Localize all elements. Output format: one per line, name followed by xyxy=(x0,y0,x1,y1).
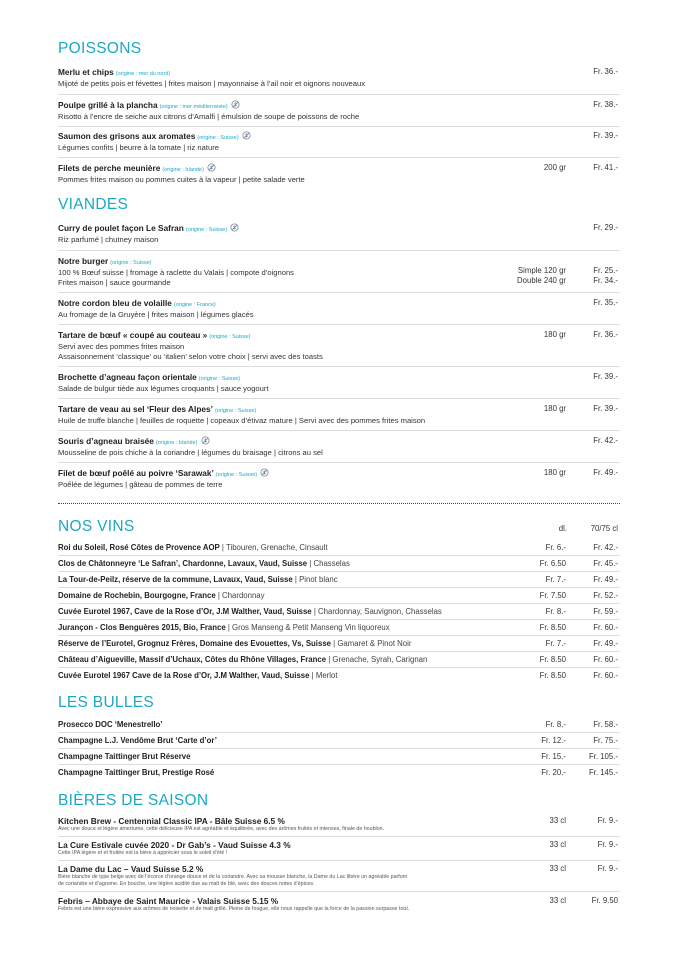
beer-description: Febris est une bière expressive aux arômes de noisette et de malt grillé. Pleine de fougue, elle nous rappelle que la force de la passion surpasse tout. xyxy=(58,906,410,912)
wine-grape: | Chardonnay xyxy=(215,591,265,600)
beer-quantity: 33 cl xyxy=(549,864,566,873)
item-description: Légumes confits | beurre à la tomate | riz nature xyxy=(58,143,219,152)
wine-grape: | Chasselas xyxy=(307,559,350,568)
wine-price-bottle: Fr. 60.- xyxy=(593,623,618,632)
wine-name: Clos de Châtonneyre ‘Le Safran’, Chardonne, Lavaux, Vaud, Suisse xyxy=(58,559,308,568)
beer-item xyxy=(58,864,620,887)
divider xyxy=(58,157,620,158)
wine-price-bottle: Fr. 49.- xyxy=(593,575,618,584)
bubbles-price-bottle: Fr. 58.- xyxy=(593,720,618,729)
bubbles-row xyxy=(58,736,620,746)
beer-description-2: de coriandre et d’agrume. En bouche, une légère acidité due au malt de blé, avec des douces notes d’épices. xyxy=(58,880,315,887)
section-title-viandes: VIANDES xyxy=(58,196,129,213)
wine-name: Domaine de Rochebin, Bourgogne, France xyxy=(58,591,216,600)
item-name: Filets de perche meunière xyxy=(58,163,161,173)
wine-name: Jurançon - Clos Benguères 2015, Bio, France xyxy=(58,623,226,632)
divider xyxy=(58,398,620,399)
item-quantity-double: Double 240 gr xyxy=(517,276,566,285)
divider xyxy=(58,748,620,749)
beer-quantity: 33 cl xyxy=(549,896,566,905)
no-gluten-icon xyxy=(230,223,239,232)
wine-row xyxy=(58,607,620,617)
divider xyxy=(58,635,620,636)
divider xyxy=(58,651,620,652)
wine-grape: | Gros Manseng & Petit Manseng Vin liquoreux xyxy=(225,623,390,632)
divider xyxy=(58,764,620,765)
wine-name: Roi du Soleil, Rosé Côtes de Provence AOP xyxy=(58,543,220,552)
beer-price: Fr. 9.- xyxy=(597,816,618,825)
menu-item xyxy=(58,404,620,426)
wine-row xyxy=(58,671,620,681)
item-origin: (origine : Suisse) xyxy=(197,135,239,141)
bubbles-price-dl: Fr. 20.- xyxy=(541,768,566,777)
wine-price-bottle: Fr. 45.- xyxy=(593,559,618,568)
item-price: Fr. 41.- xyxy=(593,163,618,172)
bubbles-price-dl: Fr. 15.- xyxy=(541,752,566,761)
wine-price-dl: Fr. 7.50 xyxy=(539,591,566,600)
item-description: Risotto à l’encre de seiche aux citrons d’Amalfi | émulsion de soupe de poissons de roche xyxy=(58,112,360,121)
item-quantity: 180 gr xyxy=(543,404,566,413)
wine-name: Cuvée Eurotel 1967, Cave de la Rose d’Or, J.M Walther, Vaud, Suisse xyxy=(58,607,312,616)
item-quantity: 180 gr xyxy=(543,468,566,477)
wine-price-dl: Fr. 8.50 xyxy=(539,671,566,680)
beer-description: Cette IPA légère et et fruitée est la bière à apprécier sous le soleil d’été ! xyxy=(58,850,228,856)
wine-grape: | Tibouren, Grenache, Cinsault xyxy=(219,543,328,552)
wine-price-dl: Fr. 8.50 xyxy=(539,655,566,664)
no-gluten-icon xyxy=(207,163,216,172)
divider xyxy=(58,619,620,620)
item-description: Riz parfumé | chutney maison xyxy=(58,235,159,244)
item-price-double: Fr. 34.- xyxy=(593,276,618,285)
wine-price-dl: Fr. 7.- xyxy=(545,639,566,648)
wine-price-bottle: Fr. 60.- xyxy=(593,655,618,664)
item-name: Filet de bœuf poêlé au poivre ‘Sarawak’ xyxy=(58,468,214,478)
section-title-bulles: LES BULLES xyxy=(58,694,155,711)
item-origin: (origine : Suisse) xyxy=(214,408,257,414)
item-price: Fr. 39.- xyxy=(593,131,618,140)
divider xyxy=(58,462,620,463)
item-name: Brochette d’agneau façon orientale xyxy=(58,372,197,382)
item-origin: (origine : Irlande) xyxy=(162,167,204,173)
item-origin: (origine : Suisse) xyxy=(215,472,258,478)
bubbles-price-bottle: Fr. 145.- xyxy=(588,768,618,777)
item-description: Salade de bulgur tiède aux légumes croquants | sauce yogourt xyxy=(58,384,269,393)
divider xyxy=(58,571,620,572)
item-price: Fr. 39.- xyxy=(593,372,618,381)
menu-item xyxy=(58,330,620,362)
item-description: Poêlée de légumes | gâteau de pommes de terre xyxy=(58,480,223,489)
menu-item xyxy=(58,163,620,185)
item-origin: (origine : Suisse) xyxy=(185,227,228,233)
no-gluten-icon xyxy=(201,436,210,445)
divider xyxy=(58,366,620,367)
no-gluten-icon xyxy=(260,468,269,477)
bubbles-price-bottle: Fr. 75.- xyxy=(593,736,618,745)
beer-quantity: 33 cl xyxy=(549,840,566,849)
item-origin: (origine : Suisse) xyxy=(110,260,152,266)
divider xyxy=(58,860,620,861)
divider xyxy=(58,891,620,892)
divider xyxy=(58,667,620,668)
item-name: Curry de poulet façon Le Safran xyxy=(58,223,184,233)
beer-price: Fr. 9.- xyxy=(597,864,618,873)
beer-item xyxy=(58,816,620,833)
item-name: Saumon des grisons aux aromates xyxy=(58,131,196,141)
item-name: Notre burger xyxy=(58,256,109,266)
divider xyxy=(58,603,620,604)
item-description: Au fromage de la Gruyère | frites maison | légumes glacés xyxy=(58,310,254,319)
divider xyxy=(58,836,620,837)
beer-quantity: 33 cl xyxy=(549,816,566,825)
section-title-poissons: POISSONS xyxy=(58,40,142,57)
item-origin: (origine : Irlande) xyxy=(155,440,198,446)
bubbles-name: Champagne Taittinger Brut Réserve xyxy=(58,752,191,761)
beer-item xyxy=(58,840,620,857)
item-name: Notre cordon bleu de volaille xyxy=(58,298,172,308)
wine-grape: | Pinot blanc xyxy=(292,575,338,584)
item-quantity: 200 gr xyxy=(543,163,566,172)
menu-item xyxy=(58,372,620,394)
beer-price: Fr. 9.- xyxy=(597,840,618,849)
column-header-bottle: 70/75 cl xyxy=(590,524,618,533)
divider xyxy=(58,292,620,293)
bubbles-name: Prosecco DOC ‘Menestrello’ xyxy=(58,720,163,729)
bubbles-row xyxy=(58,752,620,762)
beer-item xyxy=(58,896,620,913)
bubbles-price-dl: Fr. 8.- xyxy=(545,720,566,729)
menu-item xyxy=(58,67,620,89)
item-quantity: 180 gr xyxy=(543,330,566,339)
menu-item xyxy=(58,298,620,320)
wine-row xyxy=(58,639,620,649)
wine-price-bottle: Fr. 60.- xyxy=(593,671,618,680)
divider xyxy=(58,126,620,127)
item-name: Souris d’agneau braisée xyxy=(58,436,154,446)
wine-name: Réserve de l’Eurotel, Grognuz Frères, Domaine des Evouettes, Vs, Suisse xyxy=(58,639,331,648)
menu-item xyxy=(58,100,620,122)
menu-item xyxy=(58,256,620,288)
wine-name: La Tour-de-Peilz, réserve de la commune, Lavaux, Vaud, Suisse xyxy=(58,575,293,584)
wine-price-bottle: Fr. 59.- xyxy=(593,607,618,616)
bubbles-name: Champagne Taittinger Brut, Prestige Rosé xyxy=(58,768,215,777)
beer-name: La Dame du Lac – Vaud Suisse 5.2 % xyxy=(58,864,204,874)
bubbles-price-bottle: Fr. 105.- xyxy=(588,752,618,761)
section-title-vins: NOS VINS xyxy=(58,518,135,535)
item-quantity-simple: Simple 120 gr xyxy=(517,266,566,275)
divider xyxy=(58,732,620,733)
divider xyxy=(58,430,620,431)
item-price-simple: Fr. 25.- xyxy=(593,266,618,275)
divider xyxy=(58,587,620,588)
divider xyxy=(58,250,620,251)
wine-row xyxy=(58,591,620,601)
item-price: Fr. 36.- xyxy=(593,330,618,339)
wine-grape: | Merlot xyxy=(309,671,338,680)
wine-grape: | Grenache, Syrah, Carignan xyxy=(326,655,428,664)
wine-price-dl: Fr. 8.- xyxy=(545,607,566,616)
bubbles-row xyxy=(58,768,620,778)
item-price: Fr. 42.- xyxy=(593,436,618,445)
item-origin: (origine : mer méditerranée) xyxy=(159,104,228,110)
item-name: Tartare de veau au sel ‘Fleur des Alpes’ xyxy=(58,404,213,414)
item-origin: (origine : Suisse) xyxy=(198,376,241,382)
item-price: Fr. 36.- xyxy=(593,67,618,76)
wine-row xyxy=(58,623,620,633)
item-price: Fr. 38.- xyxy=(593,100,618,109)
bubbles-name: Champagne L.J. Vendôme Brut ‘Carte d’or’ xyxy=(58,736,217,745)
divider xyxy=(58,324,620,325)
item-price: Fr. 49.- xyxy=(593,468,618,477)
beer-name: Kitchen Brew - Centennial Classic IPA - Bâle Suisse 6.5 % xyxy=(58,816,285,826)
item-name: Tartare de bœuf « coupé au couteau » xyxy=(58,330,208,340)
item-name: Merlu et chips xyxy=(58,67,114,77)
beer-description: Bière blanche de type belge avec de l’écorce d’orange douce et de la coriandre. Avec sa mousse blanche, la Dame du Lac libère un agréable parfum xyxy=(58,874,408,880)
bubbles-row xyxy=(58,720,620,730)
item-description-2: Assaisonnement ‘classique’ ou ‘italien’ selon votre choix | servi avec des toasts xyxy=(58,352,323,361)
no-gluten-icon xyxy=(231,100,240,109)
column-header-dl: dl. xyxy=(558,524,567,533)
wine-grape: | Gamaret & Pinot Noir xyxy=(331,639,412,648)
menu-item xyxy=(58,131,620,153)
wine-price-bottle: Fr. 52.- xyxy=(593,591,618,600)
item-name: Poulpe grillé à la plancha xyxy=(58,100,158,110)
wine-price-dl: Fr. 7.- xyxy=(545,575,566,584)
beer-name: La Cure Estivale cuvée 2020 - Dr Gab’s - Vaud Suisse 4.3 % xyxy=(58,840,291,850)
divider xyxy=(58,94,620,95)
wine-price-bottle: Fr. 49.- xyxy=(593,639,618,648)
beer-name: Febris – Abbaye de Saint Maurice - Valais Suisse 5.15 % xyxy=(58,896,279,906)
dotted-separator xyxy=(58,503,620,504)
item-origin: (origine : mer du nord) xyxy=(115,71,171,77)
wine-name: Château d’Aigueville, Massif d’Uchaux, Côtes du Rhône Villages, France xyxy=(58,655,327,664)
menu-item xyxy=(58,223,620,245)
item-origin: (origine : France) xyxy=(173,302,216,308)
wine-grape: | Chardonnay, Sauvignon, Chasselas xyxy=(311,607,442,616)
item-description: 100 % Bœuf suisse | fromage à raclette du Valais | compote d’oignons xyxy=(58,268,294,277)
divider xyxy=(58,555,620,556)
wine-price-dl: Fr. 8.50 xyxy=(539,623,566,632)
beer-description: Avec une douce et légère amertume, cette délicieuse IPA est agréable et équilibrée, avec des arômes fruités et intenses, finale de houblon. xyxy=(58,826,385,832)
wine-name: Cuvée Eurotel 1967 Cave de la Rose d’Or, J.M Walther, Vaud, Suisse xyxy=(58,671,310,680)
item-description: Pommes frites maison ou pommes cuites à la vapeur | petite salade verte xyxy=(58,175,305,184)
item-price: Fr. 29.- xyxy=(593,223,618,232)
wine-row xyxy=(58,543,620,553)
wine-price-dl: Fr. 6.50 xyxy=(539,559,566,568)
wine-row xyxy=(58,655,620,665)
item-description: Mousseline de pois chiche à la coriandre | légumes du braisage | citrons au sel xyxy=(58,448,323,457)
item-price: Fr. 39.- xyxy=(593,404,618,413)
item-description: Huile de truffe blanche | feuilles de roquette | copeaux d’étivaz mature | Servi avec des pommes frites maison xyxy=(58,416,426,425)
bubbles-price-dl: Fr. 12.- xyxy=(541,736,566,745)
item-description: Servi avec des pommes frites maison xyxy=(58,342,185,351)
wine-row xyxy=(58,559,620,569)
item-origin: (origine : Suisse) xyxy=(209,334,251,340)
wine-row xyxy=(58,575,620,585)
wine-price-dl: Fr. 6.- xyxy=(545,543,566,552)
section-title-bieres: BIÈRES DE SAISON xyxy=(58,792,209,809)
no-gluten-icon xyxy=(242,131,251,140)
item-description-2: Frites maison | sauce gourmande xyxy=(58,278,171,287)
item-description: Mijoté de petits pois et févettes | frites maison | mayonnaise à l’ail noir et oignons nouveaux xyxy=(58,79,366,88)
item-price: Fr. 35.- xyxy=(593,298,618,307)
menu-item xyxy=(58,468,620,490)
beer-price: Fr. 9.50 xyxy=(591,896,618,905)
wine-price-bottle: Fr. 42.- xyxy=(593,543,618,552)
menu-item xyxy=(58,436,620,458)
